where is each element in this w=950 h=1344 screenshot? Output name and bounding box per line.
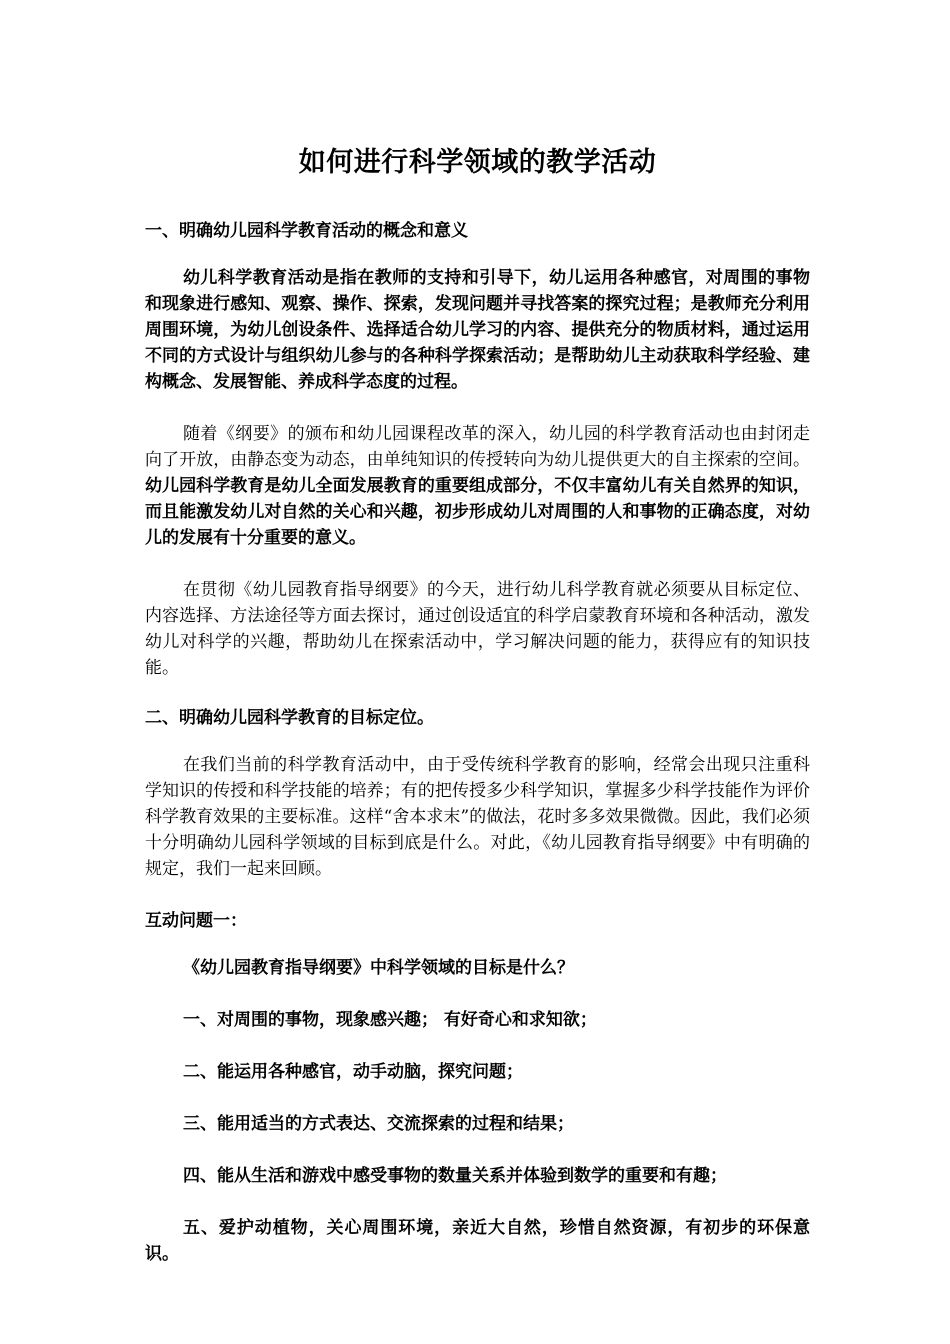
goal-item: 一、对周围的事物，现象感兴趣； 有好奇心和求知欲； bbox=[183, 1010, 597, 1030]
significance-text: 随着《纲要》的颁布和幼儿园课程改革的深入，幼儿园的科学教育活动也由封闭走向了开放，由静态变为动态，由单纯知识的传授转向为幼儿提供更大的自主探索的空间。 bbox=[145, 424, 810, 470]
document-body bbox=[145, 144, 810, 1293]
goal-paragraph: 在我们当前的科学教育活动中，由于受传统科学教育的影响，经常会出现只注重科学知识的传授和科学技能的培养；有的把传授多少科学知识，掌握多少科学技能作为评价科学教育效果的主要标准。这样“舍本求末”的做法，花时多多效果微微。因此，我们必须十分明确幼儿园科学领域的目标到底是什么。对此，《幼儿园教育指导纲要》中有明确的规定，我们一起来回顾。 bbox=[145, 755, 810, 879]
section-heading-2: 二、明确幼儿园科学教育的目标定位。 bbox=[145, 708, 434, 728]
interactive-question-heading: 互动问题一： bbox=[145, 911, 247, 931]
section-heading-1: 一、明确幼儿园科学教育活动的概念和意义 bbox=[145, 221, 468, 241]
goal-item: 二、能运用各种感官，动手动脑，探究问题； bbox=[183, 1062, 523, 1082]
significance-paragraph bbox=[145, 421, 810, 551]
guideline-paragraph: 在贯彻《幼儿园教育指导纲要》的今天，进行幼儿科学教育就必须要从目标定位、内容选择、方法途径等方面去探讨，通过创设适宜的科学启蒙教育环境和各种活动，激发幼儿对科学的兴趣，帮助幼儿在探索活动中，学习解决问题的能力，获得应有的知识技能。 bbox=[145, 580, 810, 678]
goal-item: 四、能从生活和游戏中感受事物的数量关系并体验到数学的重要和有趣； bbox=[183, 1166, 727, 1186]
interactive-question: 《幼儿园教育指导纲要》中科学领域的目标是什么？ bbox=[183, 958, 574, 978]
document-title: 如何进行科学领域的教学活动 bbox=[298, 147, 657, 178]
goal-item: 五、爱护动植物，关心周围环境，亲近大自然，珍惜自然资源，有初步的环保意识。 bbox=[145, 1218, 810, 1264]
definition-paragraph: 幼儿科学教育活动是指在教师的支持和引导下，幼儿运用各种感官，对周围的事物和现象进行感知、观察、操作、探索，发现问题并寻找答案的探究过程；是教师充分利用周围环境，为幼儿创设条件、选择适合幼儿学习的内容、提供充分的物质材料，通过运用不同的方式设计与组织幼儿参与的各种科学探索活动；是帮助幼儿主动获取科学经验、建构概念、发展智能、养成科学态度的过程。 bbox=[145, 268, 810, 392]
goal-item: 三、能用适当的方式表达、交流探索的过程和结果； bbox=[183, 1114, 574, 1134]
significance-bold-text: 幼儿园科学教育是幼儿全面发展教育的重要组成部分，不仅丰富幼儿有关自然界的知识，而且能激发幼儿对自然的关心和兴趣，初步形成幼儿对周围的人和事物的正确态度，对幼儿的发展有十分重要的意义。 bbox=[145, 476, 810, 548]
